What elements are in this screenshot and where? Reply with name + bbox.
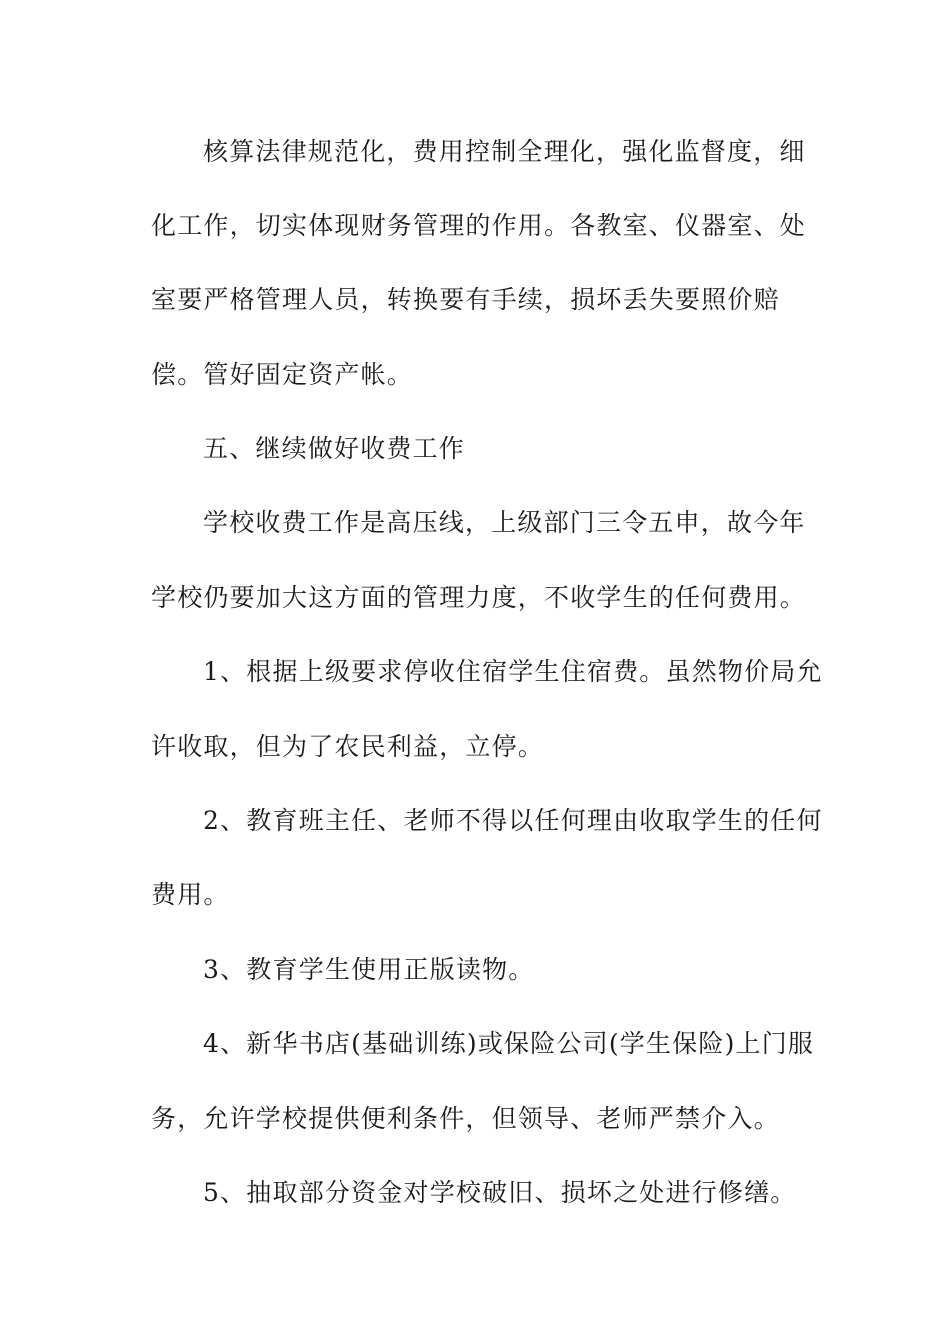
list-item-4-line-2: 务，允许学校提供便利条件，但领导、老师严禁介入。 bbox=[151, 1104, 780, 1133]
list-item-1-line-2: 许收取，但为了农民利益，立停。 bbox=[151, 732, 545, 761]
list-item-1-line-1: 1、根据上级要求停收住宿学生住宿费。虽然物价局允 bbox=[203, 657, 823, 686]
text-line-1: 核算法律规范化，费用控制全理化，强化监督度，细 bbox=[203, 137, 806, 166]
text-line-3: 室要严格管理人员，转换要有手续，损坏丢失要照价赔 bbox=[151, 285, 780, 314]
list-item-2-line-1: 2、教育班主任、老师不得以任何理由收取学生的任何 bbox=[203, 806, 823, 835]
list-item-3: 3、教育学生使用正版读物。 bbox=[203, 955, 535, 984]
text-line-2: 化工作，切实体现财务管理的作用。各教室、仪器室、处 bbox=[151, 211, 807, 240]
text-line-4: 偿。管好固定资产帐。 bbox=[151, 360, 414, 389]
list-item-5: 5、抽取部分资金对学校破旧、损坏之处进行修缮。 bbox=[203, 1178, 797, 1207]
list-item-4-line-1: 4、新华书店(基础训练)或保险公司(学生保险)上门服 bbox=[203, 1029, 815, 1058]
section-heading: 五、继续做好收费工作 bbox=[203, 434, 466, 463]
text-line-7: 学校仍要加大这方面的管理力度，不收学生的任何费用。 bbox=[151, 583, 807, 612]
text-line-6: 学校收费工作是高压线，上级部门三令五申，故今年 bbox=[203, 508, 806, 537]
list-item-2-line-2: 费用。 bbox=[151, 880, 230, 909]
